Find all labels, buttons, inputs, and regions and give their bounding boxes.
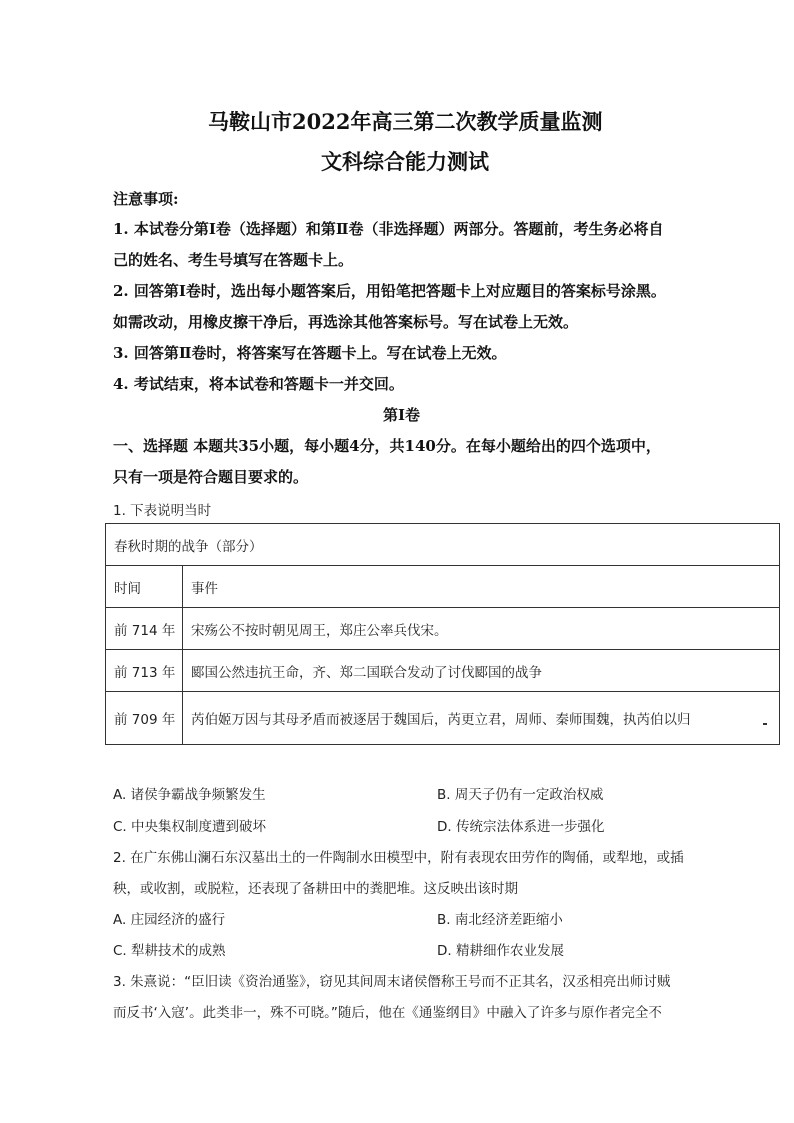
table-cell-time: 前 714 年 <box>106 608 183 650</box>
events-table <box>105 523 780 745</box>
table-cell-event: 宋殇公不按时朝见周王，郑庄公率兵伐宋。 <box>183 608 780 650</box>
notice-line: 1. 本试卷分第Ⅰ卷（选择题）和第Ⅱ卷（非选择题）两部分。答题前，考生务必将自 <box>113 220 664 238</box>
table-row <box>106 692 780 745</box>
notice-line: 3. 回答第Ⅱ卷时，将答案写在答题卡上。写在试卷上无效。 <box>113 344 507 362</box>
notice-line: 2. 回答第Ⅰ卷时，选出每小题答案后，用铅笔把答题卡上对应题目的答案标号涂黑。 <box>113 282 666 300</box>
question-2-option-c: C. 犁耕技术的成熟 <box>113 943 226 959</box>
question-1-option-c: C. 中央集权制度遭到破坏 <box>113 819 267 835</box>
question-1-option-d: D. 传统宗法体系进一步强化 <box>437 819 605 835</box>
section-heading: 一、选择题 本题共35小题，每小题4分，共140分。在每小题给出的四个选项中， <box>113 437 661 455</box>
table-row <box>106 650 780 692</box>
question-1-stem: 1. 下表说明当时 <box>113 503 212 519</box>
section-heading-cont: 只有一项是符合题目要求的。 <box>113 468 309 486</box>
table-cell-time: 前 709 年 <box>106 692 183 745</box>
table-header-row <box>106 566 780 608</box>
page-subtitle: 文科综合能力测试 <box>321 149 489 174</box>
table-header-time: 时间 <box>106 566 183 608</box>
table-cell-event: 芮伯姬万因与其母矛盾而被逐居于魏国后，芮更立君，周师、秦师围魏，执芮伯以归 <box>183 692 780 745</box>
table-header-event: 事件 <box>183 566 780 608</box>
table-caption-row <box>106 524 780 566</box>
notice-line: 如需改动，用橡皮擦干净后，再选涂其他答案标号。写在试卷上无效。 <box>113 313 579 331</box>
question-2-stem: 2. 在广东佛山澜石东汉墓出土的一件陶制水田模型中，附有表现农田劳作的陶俑，或犁地，或插 <box>113 850 684 866</box>
table-cell-event: 郾国公然违抗王命，齐、郑二国联合发动了讨伐郾国的战争 <box>183 650 780 692</box>
notice-heading: 注意事项: <box>113 190 179 208</box>
question-2-option-b: B. 南北经济差距缩小 <box>437 912 563 928</box>
question-3-stem-cont: 而反书‘入寇’。此类非一，殊不可晓。”随后，他在《通鉴纲目》中融入了许多与原作者完全不 <box>113 1005 662 1021</box>
question-1-option-a: A. 诸侯争霸战争频繁发生 <box>113 787 266 803</box>
table-cell-time: 前 713 年 <box>106 650 183 692</box>
question-1-option-b: B. 周天子仍有一定政治权威 <box>437 787 604 803</box>
question-2-stem-cont: 秧，或收割，或脱粒，还表现了备耕田中的粪肥堆。这反映出该时期 <box>113 881 518 897</box>
part-title: 第Ⅰ卷 <box>383 406 421 424</box>
cell-overflow-mark <box>763 723 767 725</box>
question-2-option-d: D. 精耕细作农业发展 <box>437 943 564 959</box>
table-row <box>106 608 780 650</box>
page-title: 马鞍山市2022年高三第二次教学质量监测 <box>208 109 603 134</box>
question-2-option-a: A. 庄园经济的盛行 <box>113 912 226 928</box>
notice-line: 4. 考试结束，将本试卷和答题卡一并交回。 <box>113 375 404 393</box>
notice-line: 己的姓名、考生号填写在答题卡上。 <box>113 251 354 269</box>
question-3-stem: 3. 朱熹说：“臣旧读《资治通鉴》，窃见其间周末诸侯僭称王号而不正其名，汉丞相亮出师讨贼 <box>113 974 671 990</box>
table-caption: 春秋时期的战争（部分） <box>106 524 780 566</box>
